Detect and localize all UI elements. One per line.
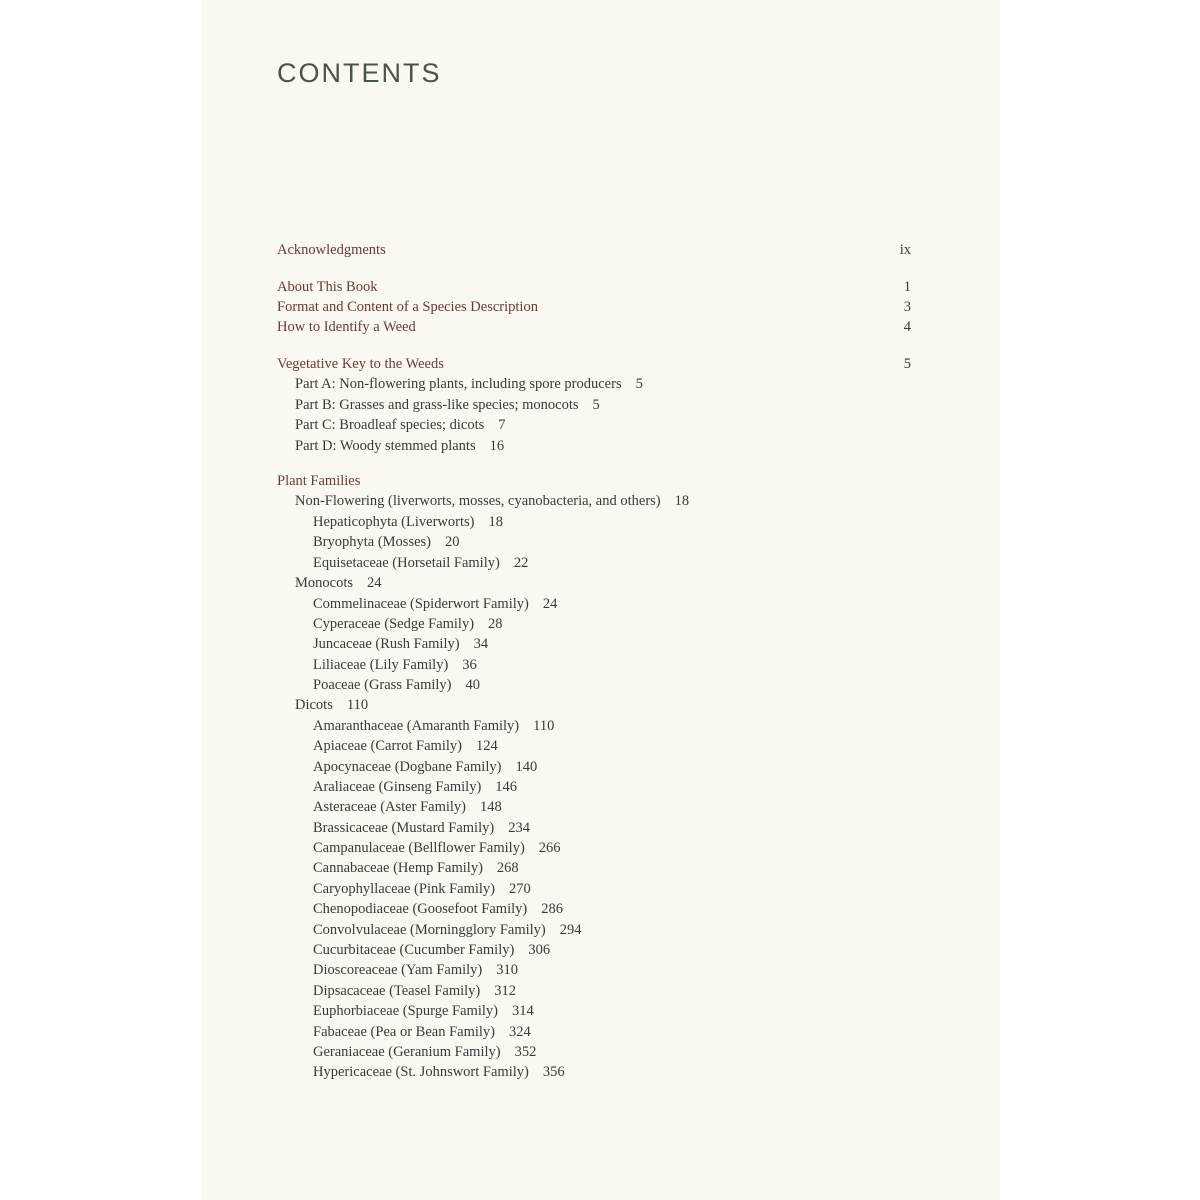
- toc-entry-page: 34: [473, 636, 489, 652]
- toc-entry-vegetative-key[interactable]: [277, 354, 911, 374]
- toc-entry-label: Asteraceae (Aster Family): [313, 799, 466, 815]
- toc-subentry-part-a[interactable]: [295, 374, 643, 394]
- toc-entry-label: Acknowledgments: [277, 242, 386, 258]
- toc-entry-page: 5: [903, 356, 911, 372]
- toc-entry-page: 356: [542, 1064, 565, 1080]
- toc-entry-label: Geraniaceae (Geranium Family): [313, 1044, 501, 1060]
- toc-family-entry[interactable]: [313, 553, 528, 573]
- toc-family-entry[interactable]: [313, 716, 554, 736]
- toc-entry-label: Juncaceae (Rush Family): [313, 636, 460, 652]
- toc-entry-label: Chenopodiaceae (Goosefoot Family): [313, 901, 528, 917]
- toc-family-entry[interactable]: [313, 981, 516, 1001]
- toc-entry-page: 310: [496, 962, 518, 978]
- toc-entry-page: 266: [538, 840, 561, 856]
- toc-entry-label: Apiaceae (Carrot Family): [313, 738, 462, 754]
- toc-entry-label: Equisetaceae (Horsetail Family): [313, 555, 500, 571]
- toc-family-entry[interactable]: [313, 818, 530, 838]
- toc-entry-label: Dioscoreaceae (Yam Family): [313, 962, 483, 978]
- toc-entry-label: Cucurbitaceae (Cucumber Family): [313, 942, 515, 958]
- toc-entry-page: 234: [508, 820, 530, 836]
- toc-family-entry[interactable]: [313, 879, 531, 899]
- toc-entry-label: Monocots: [295, 575, 353, 591]
- toc-entry-label: Bryophyta (Mosses): [313, 534, 432, 550]
- toc-entry-label: Poaceae (Grass Family): [313, 677, 452, 693]
- toc-family-entry[interactable]: [313, 940, 550, 960]
- toc-entry-page: 110: [346, 697, 369, 713]
- toc-family-entry[interactable]: [313, 757, 537, 777]
- toc-entry-label: Part A: Non-flowering plants, including spore producers: [295, 376, 622, 392]
- toc-group-dicots[interactable]: [295, 695, 368, 715]
- toc-entry-label: Dipsacaceae (Teasel Family): [313, 983, 481, 999]
- toc-family-entry[interactable]: [313, 777, 517, 797]
- toc-entry-page: 28: [488, 616, 503, 632]
- toc-entry-page: 324: [508, 1024, 531, 1040]
- toc-entry-page: 124: [475, 738, 498, 754]
- toc-entry-label: Dicots: [295, 697, 333, 713]
- toc-entry-page: 312: [494, 983, 517, 999]
- toc-family-entry[interactable]: [313, 675, 480, 695]
- toc-entry-page: 5: [635, 376, 643, 392]
- toc-entry-label: Araliaceae (Ginseng Family): [313, 779, 482, 795]
- toc-entry-label: Hepaticophyta (Liverworts): [313, 514, 475, 530]
- toc-entry-plant-families[interactable]: [277, 471, 911, 491]
- toc-entry-page: 4: [903, 319, 911, 335]
- book-page: [201, 0, 1000, 1200]
- toc-family-entry[interactable]: [313, 594, 557, 614]
- toc-family-entry[interactable]: [313, 655, 477, 675]
- toc-entry-how-to-identify[interactable]: [277, 317, 911, 337]
- toc-entry-page: 270: [509, 881, 531, 897]
- toc-entry-about-this-book[interactable]: [277, 277, 911, 297]
- toc-entry-page: 110: [533, 718, 555, 734]
- toc-family-entry[interactable]: [313, 960, 518, 980]
- toc-entry-page: 314: [511, 1003, 534, 1019]
- toc-family-entry[interactable]: [313, 1022, 531, 1042]
- toc-entry-label: About This Book: [277, 279, 378, 295]
- toc-entry-page: 140: [515, 759, 538, 775]
- toc-family-entry[interactable]: [313, 1001, 534, 1021]
- toc-entry-label: Amaranthaceae (Amaranth Family): [313, 718, 520, 734]
- toc-family-entry[interactable]: [313, 1042, 536, 1062]
- toc-entry-page: 5: [592, 397, 600, 413]
- toc-entry-page: 18: [488, 514, 503, 530]
- toc-entry-label: Part C: Broadleaf species; dicots: [295, 417, 485, 433]
- toc-entry-label: Brassicaceae (Mustard Family): [313, 820, 495, 836]
- toc-entry-label: Cannabaceae (Hemp Family): [313, 860, 483, 876]
- toc-entry-label: Format and Content of a Species Description: [277, 299, 538, 315]
- toc-entry-page: 7: [498, 417, 506, 433]
- toc-entry-page: 40: [465, 677, 481, 693]
- toc-entry-label: Convolvulaceae (Morningglory Family): [313, 922, 546, 938]
- toc-entry-page: 148: [480, 799, 502, 815]
- toc-entry-page: 1: [903, 279, 911, 295]
- toc-entry-page: 352: [514, 1044, 537, 1060]
- toc-entry-acknowledgments[interactable]: [277, 240, 911, 260]
- toc-entry-label: Apocynaceae (Dogbane Family): [313, 759, 502, 775]
- toc-entry-page: 268: [496, 860, 519, 876]
- toc-group-monocots[interactable]: [295, 573, 382, 593]
- toc-family-entry[interactable]: [313, 736, 498, 756]
- toc-entry-page: 16: [489, 438, 505, 454]
- toc-entry-label: Fabaceae (Pea or Bean Family): [313, 1024, 495, 1040]
- toc-family-entry[interactable]: [313, 838, 561, 858]
- toc-entry-page: 22: [513, 555, 529, 571]
- toc-entry-label: Euphorbiaceae (Spurge Family): [313, 1003, 498, 1019]
- toc-entry-label: Part D: Woody stemmed plants: [295, 438, 476, 454]
- toc-entry-label: Cyperaceae (Sedge Family): [313, 616, 475, 632]
- toc-group-non-flowering[interactable]: [295, 491, 689, 511]
- toc-entry-page: 36: [462, 657, 477, 673]
- toc-entry-label: How to Identify a Weed: [277, 319, 416, 335]
- toc-entry-page: 294: [559, 922, 582, 938]
- toc-subentry-part-b[interactable]: [295, 395, 600, 415]
- toc-entry-format-and-content[interactable]: [277, 297, 911, 317]
- toc-entry-label: Hypericaceae (St. Johnswort Family): [313, 1064, 529, 1080]
- toc-subentry-part-d[interactable]: [295, 436, 504, 456]
- toc-subentry-part-c[interactable]: [295, 415, 506, 435]
- toc-entry-label: Vegetative Key to the Weeds: [277, 356, 444, 372]
- toc-family-entry[interactable]: [313, 634, 488, 654]
- toc-entry-label: Liliaceae (Lily Family): [313, 657, 449, 673]
- toc-family-entry[interactable]: [313, 614, 503, 634]
- toc-entry-page: 20: [445, 534, 460, 550]
- toc-entry-label: Non-Flowering (liverworts, mosses, cyanobacteria, and others): [295, 493, 661, 509]
- toc-entry-page: ix: [899, 242, 911, 258]
- toc-entry-label: Part B: Grasses and grass-like species; monocots: [295, 397, 579, 413]
- toc-family-entry[interactable]: [313, 532, 460, 552]
- toc-family-entry[interactable]: [313, 1062, 565, 1082]
- toc-family-entry[interactable]: [313, 858, 519, 878]
- toc-entry-label: Commelinaceae (Spiderwort Family): [313, 596, 529, 612]
- toc-entry-page: 24: [367, 575, 382, 591]
- toc-entry-label: Caryophyllaceae (Pink Family): [313, 881, 496, 897]
- page-title: CONTENTS: [277, 58, 442, 88]
- toc-entry-label: Campanulaceae (Bellflower Family): [313, 840, 525, 856]
- toc-family-entry[interactable]: [313, 512, 503, 532]
- toc-entry-page: 286: [541, 901, 563, 917]
- toc-entry-page: 18: [674, 493, 690, 509]
- toc-entry-label: Plant Families: [277, 473, 361, 489]
- toc-entry-page: 3: [903, 299, 911, 315]
- toc-family-entry[interactable]: [313, 899, 563, 919]
- toc-family-entry[interactable]: [313, 797, 502, 817]
- toc-entry-page: 146: [495, 779, 518, 795]
- toc-family-entry[interactable]: [313, 920, 582, 940]
- toc-entry-page: 306: [528, 942, 551, 958]
- toc-entry-page: 24: [542, 596, 558, 612]
